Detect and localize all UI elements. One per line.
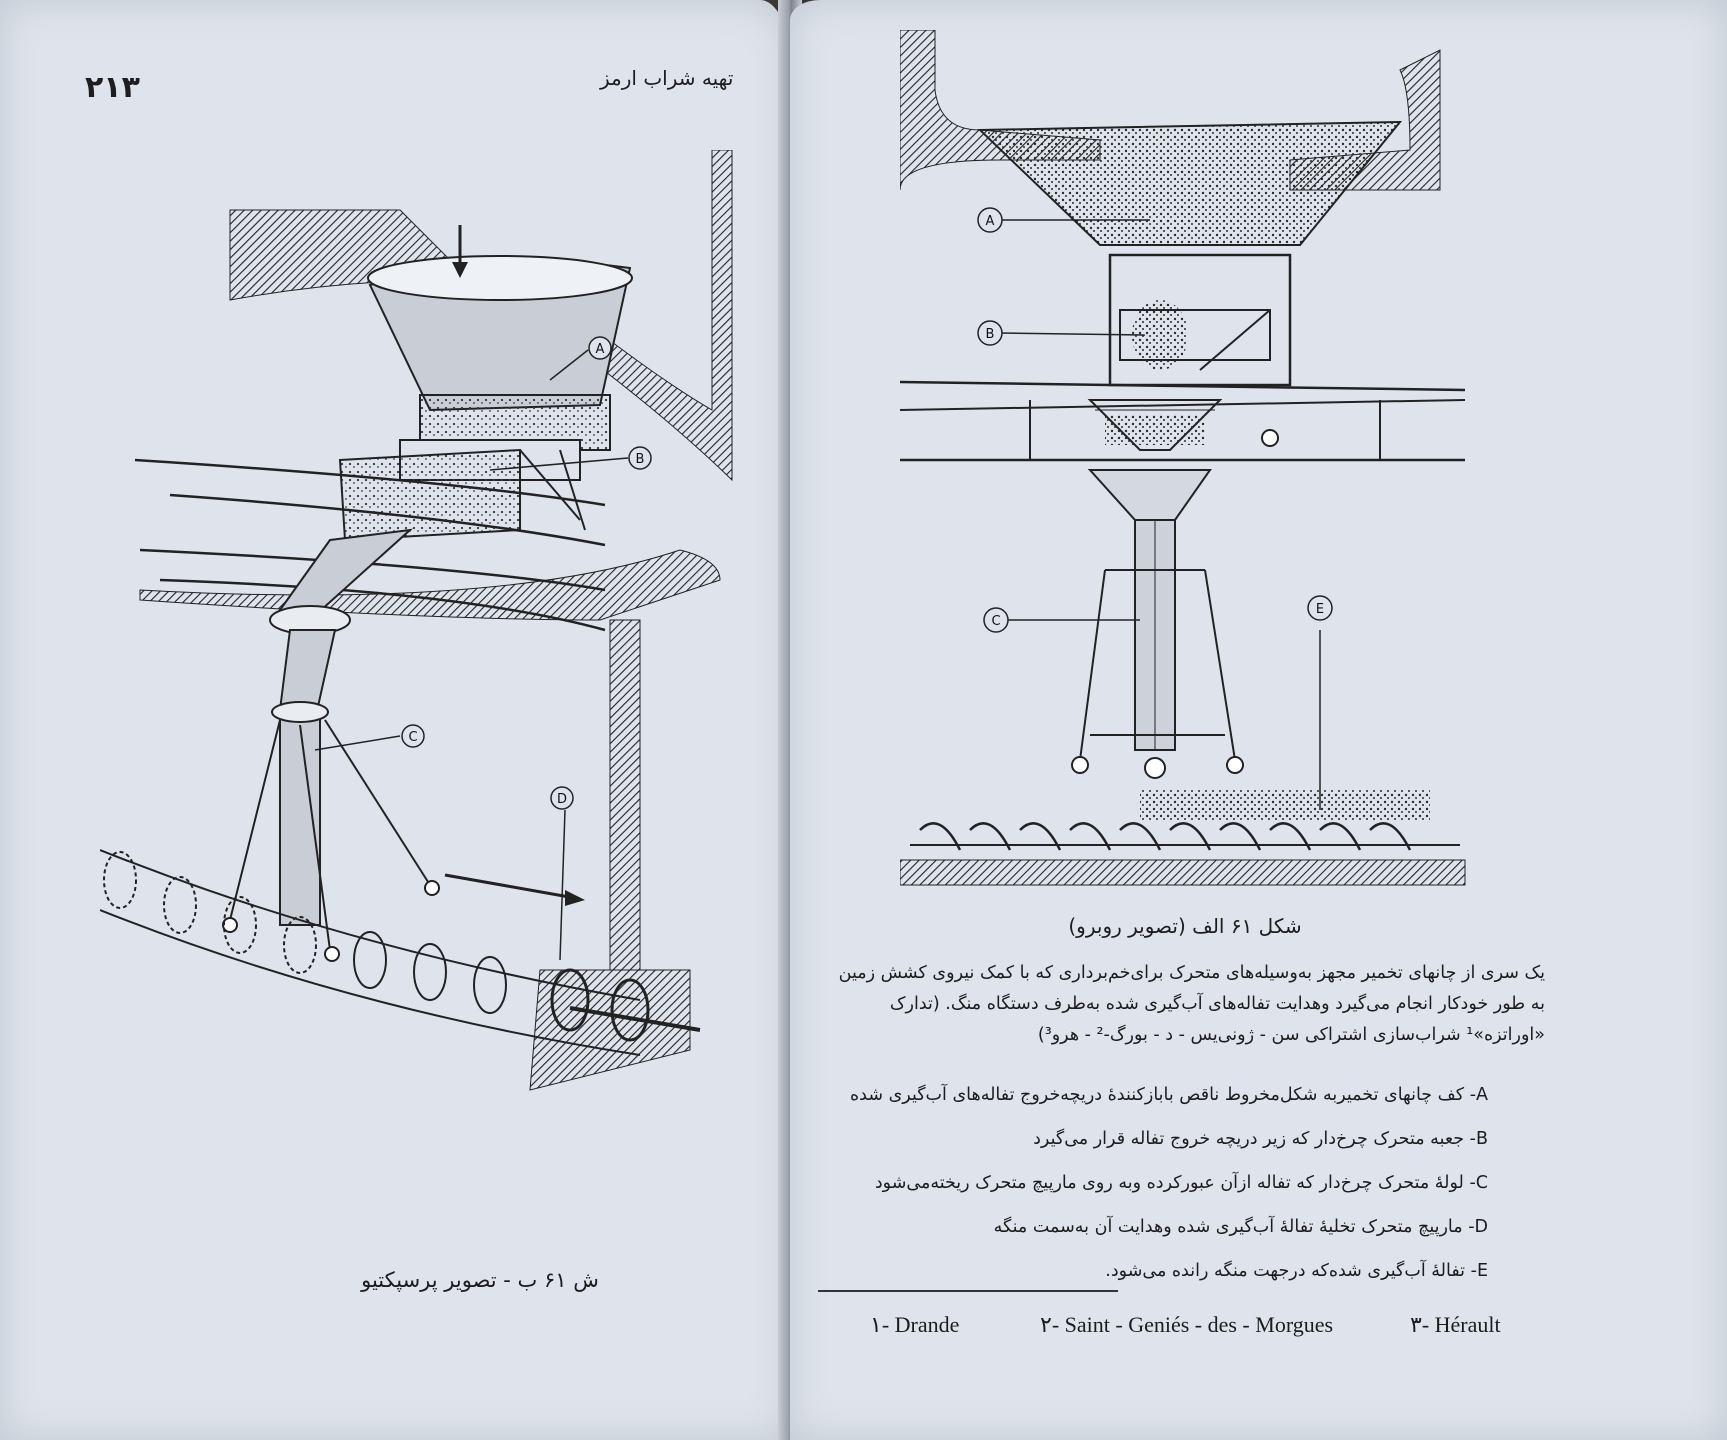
legend-item-b: B- جعبه متحرک چرخ‌دار که زیر دریچه خروج تفاله قرار می‌گیرد [1033, 1129, 1488, 1149]
footnote-3: ۳- Hérault [1410, 1312, 1501, 1337]
figure-legend [850, 1073, 1488, 1293]
left-figure-caption: ش ۶۱ ب - تصویر پرسپکتیو [361, 1268, 599, 1292]
footnote-1: ۱- Drande [870, 1312, 960, 1337]
callout-a-label: A [985, 214, 995, 229]
left-page [0, 0, 790, 1440]
footnote-2: ۲- Saint - Geniés - des - Morgues [1040, 1312, 1334, 1337]
running-head: تهیه شراب ارمز [600, 66, 734, 90]
callout-e-label: E [1315, 602, 1325, 617]
right-page [790, 0, 1727, 1440]
front-view-figure [900, 30, 1600, 890]
callout-c-label: C [991, 614, 1001, 629]
page-number: ۲۱۳ [85, 70, 140, 105]
legend-item-e: E- تفالهٔ آب‌گیری شده‌که درجهت منگه رانده می‌شود. [1105, 1261, 1488, 1281]
description-paragraph: یک سری از چانهای تخمیر مجهز به‌وسیله‌های متحرک برای‌خم‌برداری که با کمک نیروی کشش زمین به طور خودکار انجام می‌گیرد وهدایت تفاله‌های آب‌گیری شده به‌طرف دستگاه منگ. (تدارک «اوراتزه»¹ شراب‌سازی اشتراکی سن - ژونی‌یس - د - بورگ-² - هرو³) [838, 963, 1545, 1045]
legend-item-a: A- کف چانهای تخمیربه شکل‌مخروط ناقص باباز‌کنندهٔ دریچه‌خروج تفاله‌های آب‌گیری شده [850, 1085, 1488, 1105]
footnotes [870, 1312, 1530, 1342]
legend-item-d: D- مارپیچ متحرک تخلیهٔ تفالهٔ آب‌گیری شده وهدایت آن به‌سمت منگه [993, 1217, 1488, 1237]
footnote-divider [818, 1290, 1118, 1292]
right-figure-caption: شکل ۶۱ الف (تصویر روبرو) [1068, 914, 1302, 938]
callout-b-label: B [635, 452, 645, 467]
perspective-figure [100, 150, 790, 1230]
callout-d-label: D [556, 792, 568, 807]
legend-item-c: C- لولهٔ متحرک چرخ‌دار که تفاله از‌آن عبورکرده وبه روی مارپیچ متحرک ریخته‌می‌شود [874, 1173, 1488, 1193]
callout-c-label: C [408, 730, 418, 745]
callout-b-label: B [985, 327, 995, 342]
callout-a-label: A [595, 342, 605, 357]
